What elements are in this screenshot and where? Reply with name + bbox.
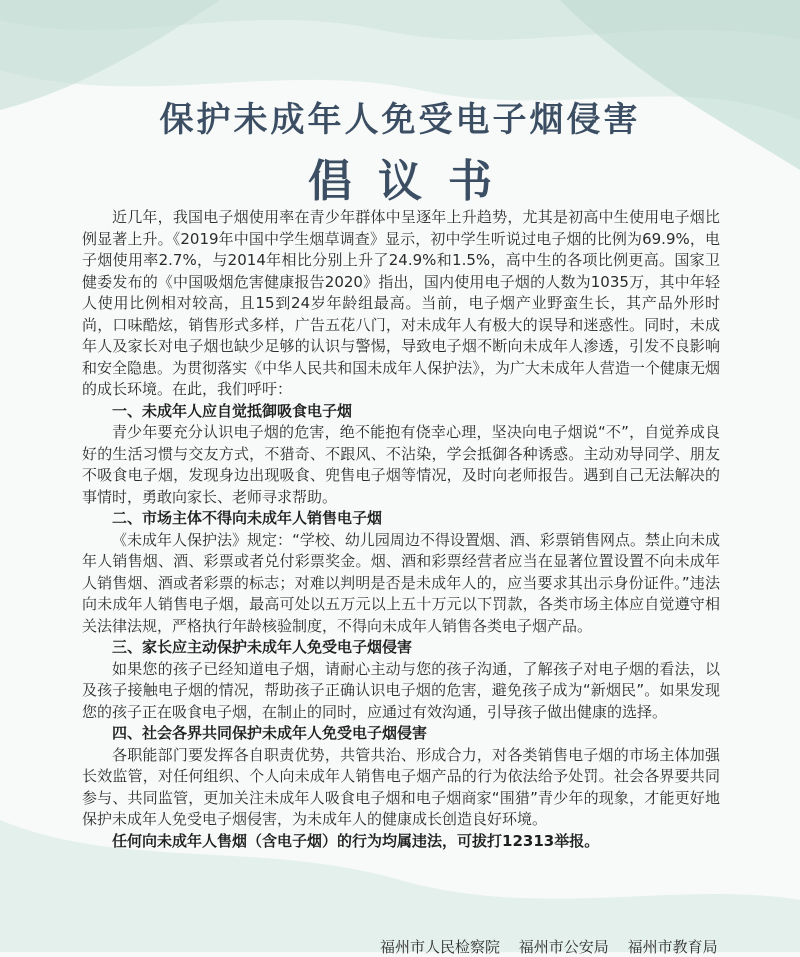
signatory-education-bureau: 福州市教育局 (627, 938, 718, 956)
signatory-procuratorate: 福州市人民检察院 (380, 938, 501, 956)
document-title: 保护未成年人免受电子烟侵害 (159, 100, 641, 140)
signatory-public-security: 福州市公安局 (518, 938, 609, 956)
intro-paragraph: 近几年，我国电子烟使用率在青少年群体中呈逐年上升趋势，尤其是初高中生使用电子烟比例显著上升。《2019年中国中学生烟草调查》显示，初中学生听说过电子烟的比例为69.9%，电子烟使用率2.7%，与2014年相比分别上升了24.9%和1.5%，高中生的各项比例更高。国家卫健委发布的《中国吸烟危害健康报告2020》指出，国内使用电子烟的人数为1035万，其中年轻人使用比例相对较高，且15到24岁年龄组最高。当前，电子烟产业野蛮生长，其产品外形时尚，口味酷炫，销售形式多样，广告五花八门，对未成年人有极大的误导和迷惑性。同时，未成年人及家长对电子烟也缺少足够的认识与警惕，导致电子烟不断向未成年人渗透，引发不良影响和安全隐患。为贯彻落实《中华人民共和国未成年人保护法》，为广大未成年人营造一个健康无烟的成长环境。在此，我们呼吁： (82, 208, 720, 398)
section-heading-1: 一、未成年人应自觉抵御吸食电子烟 (112, 401, 353, 420)
document-body (82, 207, 720, 852)
section-text-2: 《未成年人保护法》规定：“学校、幼儿园周边不得设置烟、酒、彩票销售网点。禁止向未成年人销售烟、酒、彩票或者兑付彩票奖金。烟、酒和彩票经营者应当在显著位置设置不向未成年人销售烟、酒或者彩票的标志；对难以判明是否是未成年人的，应当要求其出示身份证件。”违法向未成年人销售电子烟，最高可处以五万元以上五十万元以下罚款，各类市场主体应自觉遵守相关法律法规，严格执行年龄核验制度，不得向未成年人销售各类电子烟产品。 (82, 530, 720, 635)
section-text-3: 如果您的孩子已经知道电子烟，请耐心主动与您的孩子沟通，了解孩子对电子烟的看法，以及孩子接触电子烟的情况，帮助孩子正确认识电子烟的危害，避免孩子成为“新烟民”。如果发现您的孩子正在吸食电子烟，在制止的同时，应通过有效沟通，引导孩子做出健康的选择。 (82, 659, 720, 721)
document-subtitle: 倡议书 (308, 156, 518, 207)
section-text-4: 各职能部门要发挥各自职责优势，共管共治、形成合力，对各类销售电子烟的市场主体加强长效监管，对任何组织、个人向未成年人销售电子烟产品的行为依法给予处罚。社会各界要共同参与、共同监管，更加关注未成年人吸食电子烟和电子烟商家“围猎”青少年的现象，才能更好地保护未成年人免受电子烟侵害，为未成年人的健康成长创造良好环境。 (82, 745, 720, 828)
section-heading-2: 二、市场主体不得向未成年人销售电子烟 (112, 509, 383, 527)
signatories (380, 937, 800, 957)
closing-statement: 任何向未成年人售烟（含电子烟）的行为均属违法，可拔打12313举报。 (112, 831, 600, 850)
section-heading-3: 三、家长应主动保护未成年人免受电子烟侵害 (112, 638, 413, 656)
section-text-1: 青少年要充分认识电子烟的危害，绝不能抱有侥幸心理，坚决向电子烟说“不”，自觉养成良好的生活习惯与交友方式，不猎奇、不跟风、不沾染，学会抵御各种诱惑。主动劝导同学、朋友不吸食电子烟，发现身边出现吸食、兜售电子烟等情况，及时向老师报告。遇到自己无法解决的事情时，勇敢向家长、老师寻求帮助。 (82, 423, 720, 506)
section-heading-4: 四、社会各界共同保护未成年人免受电子烟侵害 (112, 724, 428, 742)
